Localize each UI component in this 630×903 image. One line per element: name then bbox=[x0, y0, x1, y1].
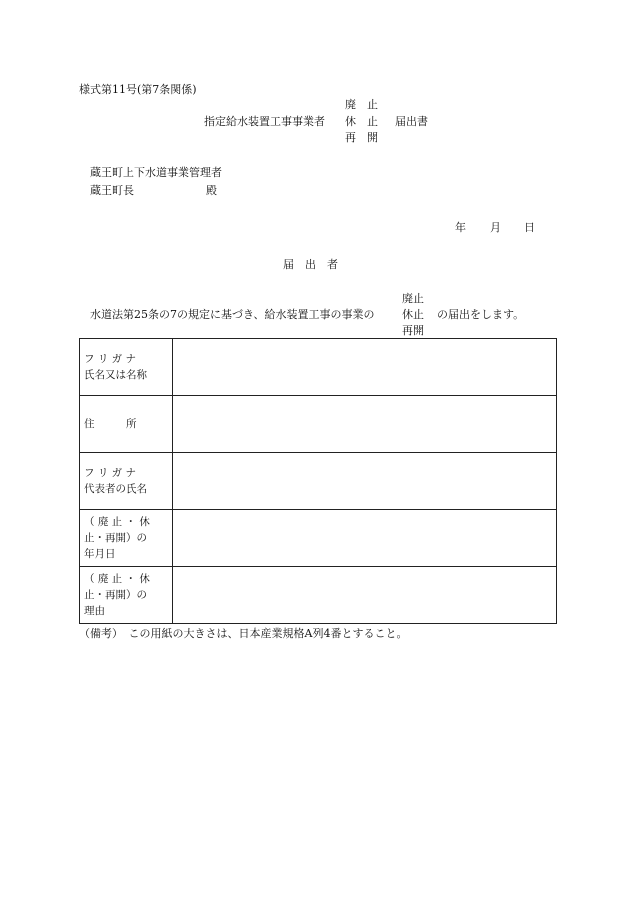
label-line: （ 廃 止 ・ 休 bbox=[84, 516, 150, 528]
address-field[interactable] bbox=[173, 396, 557, 453]
date-year: 年 bbox=[455, 221, 466, 234]
label-date-of-change bbox=[80, 510, 173, 567]
table-row bbox=[80, 510, 557, 567]
title-option-suspend: 休 止 bbox=[345, 115, 378, 128]
date-day: 日 bbox=[524, 221, 535, 234]
statement-prefix: 水道法第25条の7の規定に基づき、給水装置工事の事業の bbox=[90, 308, 375, 321]
name-field[interactable] bbox=[173, 339, 557, 396]
notification-table bbox=[79, 338, 557, 624]
statement-suffix: の届出をします。 bbox=[437, 308, 525, 321]
form-number: 様式第11号(第7条関係) bbox=[79, 83, 197, 96]
addressee-honorific: 殿 bbox=[206, 184, 217, 197]
label-line: 氏名又は名称 bbox=[84, 369, 147, 381]
table-row bbox=[80, 339, 557, 396]
title-suffix: 届出書 bbox=[395, 115, 428, 128]
title-prefix: 指定給水装置工事事業者 bbox=[204, 115, 325, 128]
label-line: 年月日 bbox=[84, 548, 116, 560]
statement-option-resume: 再開 bbox=[402, 324, 424, 337]
label-line: 理由 bbox=[84, 605, 105, 617]
table-row bbox=[80, 567, 557, 624]
title-option-resume: 再 開 bbox=[345, 131, 378, 144]
statement-option-abolish: 廃止 bbox=[402, 292, 424, 305]
label-line: 住 所 bbox=[84, 418, 137, 430]
label-line: 止・再開）の bbox=[84, 532, 147, 544]
table-row bbox=[80, 453, 557, 510]
label-furigana-name bbox=[80, 339, 173, 396]
label-reason bbox=[80, 567, 173, 624]
label-line: フ リ ガ ナ bbox=[84, 353, 137, 365]
addressee-line1: 蔵王町上下水道事業管理者 bbox=[90, 166, 222, 179]
addressee-line2: 蔵王町長 bbox=[90, 184, 134, 197]
reason-field[interactable] bbox=[173, 567, 557, 624]
label-line: （ 廃 止 ・ 休 bbox=[84, 573, 150, 585]
representative-field[interactable] bbox=[173, 453, 557, 510]
remarks-note: （備考） この用紙の大きさは、日本産業規格A列4番とすること。 bbox=[79, 627, 408, 640]
notifier-heading: 届 出 者 bbox=[283, 258, 338, 271]
title-option-abolish: 廃 止 bbox=[345, 98, 378, 111]
label-address bbox=[80, 396, 173, 453]
label-line: フ リ ガ ナ bbox=[84, 467, 137, 479]
table-row bbox=[80, 396, 557, 453]
statement-option-suspend: 休止 bbox=[402, 308, 424, 321]
date-month: 月 bbox=[490, 221, 501, 234]
label-line: 止・再開）の bbox=[84, 589, 147, 601]
label-furigana-representative bbox=[80, 453, 173, 510]
label-line: 代表者の氏名 bbox=[84, 483, 147, 495]
date-of-change-field[interactable] bbox=[173, 510, 557, 567]
